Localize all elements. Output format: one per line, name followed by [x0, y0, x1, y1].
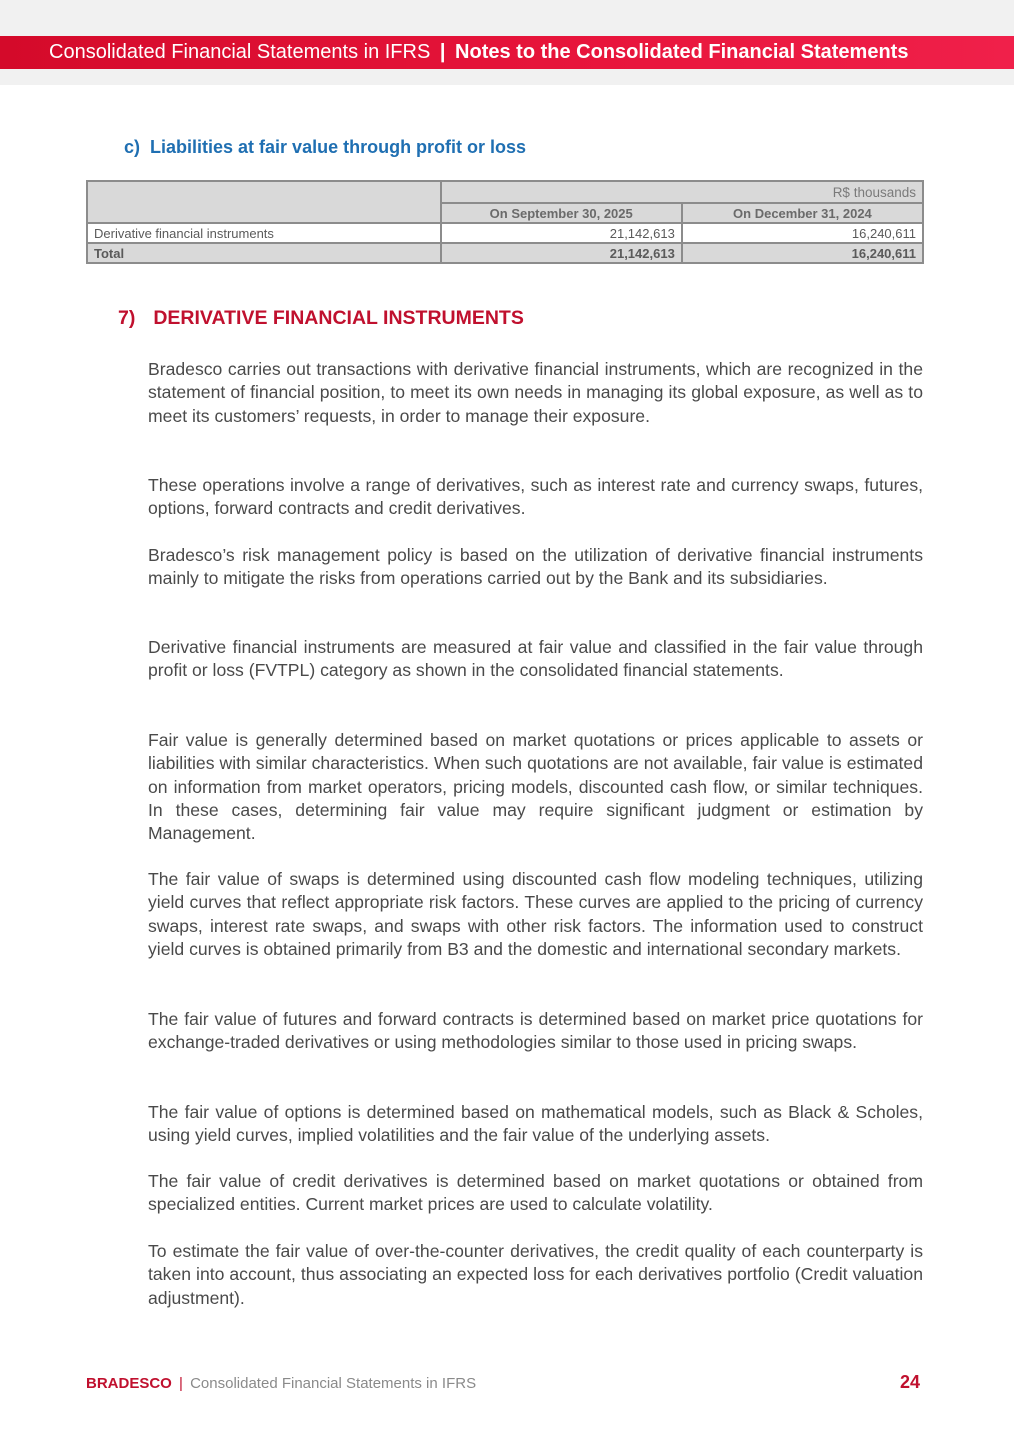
- table-unit: R$ thousands: [441, 181, 923, 203]
- footer-document-title: Consolidated Financial Statements in IFRS: [190, 1375, 477, 1392]
- footer: [86, 1375, 476, 1392]
- total-label: Total: [87, 243, 441, 263]
- paragraph: The fair value of credit derivatives is determined based on market quotations or obtained from specialized entities. Current market prices are used to calculate volatility.: [148, 1171, 923, 1215]
- subsection-title: Liabilities at fair value through profit or loss: [150, 137, 527, 157]
- row-value: 21,142,613: [441, 223, 682, 243]
- paragraph: Bradesco’s risk management policy is based on the utilization of derivative financial instruments mainly to mitigate the risks from operations carried out by the Bank and its subsidiaries.: [148, 545, 923, 589]
- column-header: On September 30, 2025: [441, 203, 682, 223]
- total-value: 21,142,613: [441, 243, 682, 263]
- header-separator: |: [439, 41, 446, 63]
- paragraph: These operations involve a range of derivatives, such as interest rate and currency swaps, futures, options, forward contracts and credit derivatives.: [148, 475, 923, 519]
- row-label: Derivative financial instruments: [87, 223, 441, 243]
- paragraph: The fair value of futures and forward contracts is determined based on market price quotations for exchange-traded derivatives or using methodologies similar to those used in pricing swaps.: [148, 1009, 923, 1053]
- page-number: 24: [899, 1372, 920, 1392]
- paragraph: Derivative financial instruments are measured at fair value and classified in the fair value through profit or loss (FVTPL) category as shown in the consolidated financial statements.: [148, 637, 923, 681]
- paragraph: The fair value of swaps is determined using discounted cash flow modeling techniques, utilizing yield curves that reflect appropriate risk factors. These curves are applied to the pricing of currency swaps, interest rate swaps, and swaps with other risk factors. The information used to construct yield curves is obtained primarily from B3 and the domestic and international secondary markets.: [148, 869, 923, 959]
- column-header: On December 31, 2024: [682, 203, 923, 223]
- row-value: 16,240,611: [682, 223, 923, 243]
- footer-brand: BRADESCO: [86, 1375, 172, 1392]
- paragraph: The fair value of options is determined based on mathematical models, such as Black & Scholes, using yield curves, implied volatilities and the fair value of the underlying assets.: [148, 1102, 923, 1146]
- section-title: DERIVATIVE FINANCIAL INSTRUMENTS: [153, 307, 524, 329]
- section-number: 7): [118, 307, 136, 329]
- paragraph: Fair value is generally determined based on market quotations or prices applicable to assets or liabilities with similar characteristics. When such quotations are not available, fair value is estimated on information from market operators, pricing models, discounted cash flow, or similar techniques. In these cases, determining fair value may require significant judgment or estimation by Management.: [148, 730, 923, 844]
- subsection-heading: [124, 137, 526, 158]
- section-heading: [118, 307, 524, 330]
- header-bar: [0, 36, 1014, 69]
- header-title: Consolidated Financial Statements in IFRS: [49, 41, 431, 63]
- table-corner: [87, 181, 441, 223]
- subsection-marker: c): [124, 137, 141, 157]
- paragraph: Bradesco carries out transactions with derivative financial instruments, which are recognized in the statement of financial position, to meet its own needs in managing its global exposure, as well as to meet its customers’ requests, in order to manage their exposure.: [148, 359, 923, 426]
- table-row: [87, 223, 923, 243]
- header-section: Notes to the Consolidated Financial Statements: [455, 41, 909, 63]
- total-value: 16,240,611: [682, 243, 923, 263]
- footer-separator: |: [179, 1375, 183, 1392]
- table-total-row: [87, 243, 923, 263]
- paragraph: To estimate the fair value of over-the-counter derivatives, the credit quality of each counterparty is taken into account, thus associating an expected loss for each derivatives portfolio (Credit valuation adjustment).: [148, 1241, 923, 1308]
- fair-value-table: [86, 180, 924, 264]
